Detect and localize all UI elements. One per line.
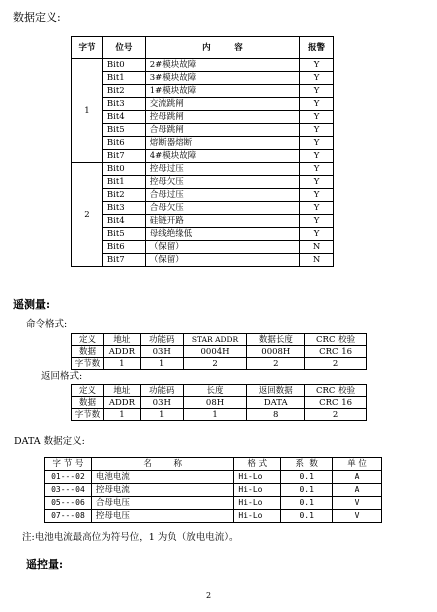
bit-cell: Bit6 <box>102 241 145 254</box>
table-row <box>72 334 367 346</box>
alarm-cell: Y <box>300 98 334 111</box>
cell: 03---04 <box>45 484 92 497</box>
alarm-bit-table <box>71 36 334 267</box>
cell: 地址 <box>103 334 140 346</box>
alarm-cell: Y <box>300 202 334 215</box>
table-row <box>72 189 334 202</box>
command-format-table <box>71 333 367 370</box>
header-content: 内 容 <box>145 37 299 59</box>
cell: 返回数据 <box>247 385 305 397</box>
alarm-cell: Y <box>300 85 334 98</box>
content-cell: 硅链开路 <box>145 215 299 228</box>
cell: 1 <box>103 409 140 421</box>
cell: 合母电压 <box>91 497 233 510</box>
table-row <box>45 510 382 523</box>
cell: 1 <box>140 409 183 421</box>
alarm-cell: N <box>300 241 334 254</box>
alarm-cell: Y <box>300 163 334 176</box>
header-unit: 单 位 <box>333 458 382 471</box>
data-definition-table <box>44 457 382 523</box>
content-cell: 合母欠压 <box>145 202 299 215</box>
page-number: 2 <box>206 591 212 600</box>
cell: V <box>333 497 382 510</box>
cell: 03H <box>140 397 183 409</box>
cell: 字节数 <box>72 409 104 421</box>
cell: CRC 16 <box>305 397 367 409</box>
content-cell: 控母过压 <box>145 163 299 176</box>
data-definition-label: DATA 数据定义: <box>14 436 85 447</box>
header-bit: 位号 <box>102 37 145 59</box>
byte-cell: 2 <box>72 163 103 267</box>
bit-cell: Bit0 <box>102 59 145 72</box>
cell: ADDR <box>103 346 140 358</box>
cell: 8 <box>247 409 305 421</box>
cell: 2 <box>305 358 367 370</box>
table-row <box>72 358 367 370</box>
data-table-header-row <box>45 458 382 471</box>
table-row <box>72 409 367 421</box>
header-format: 格 式 <box>234 458 281 471</box>
cell: 01---02 <box>45 471 92 484</box>
command-format-label: 命令格式: <box>26 319 68 330</box>
cell: ADDR <box>103 397 140 409</box>
cell: 1 <box>103 358 140 370</box>
table-row <box>72 72 334 85</box>
cell: 地址 <box>103 385 140 397</box>
cell: CRC 16 <box>305 346 367 358</box>
bit-cell: Bit7 <box>102 254 145 267</box>
header-byte-no: 字 节 号 <box>45 458 92 471</box>
table-row <box>72 137 334 150</box>
table-row <box>45 497 382 510</box>
cell: 0.1 <box>281 484 333 497</box>
cell: DATA <box>247 397 305 409</box>
alarm-cell: Y <box>300 189 334 202</box>
bit-cell: Bit4 <box>102 215 145 228</box>
table-row <box>45 484 382 497</box>
battery-current-note: 注:电池电流最高位为符号位，1 为负（放电电流）。 <box>22 532 239 543</box>
alarm-cell: Y <box>300 59 334 72</box>
content-cell: 交流跳闸 <box>145 98 299 111</box>
cell: 2 <box>305 409 367 421</box>
alarm-cell: Y <box>300 228 334 241</box>
cell: 电池电流 <box>91 471 233 484</box>
content-cell: 合母过压 <box>145 189 299 202</box>
cell: 2 <box>247 358 305 370</box>
bit-cell: Bit0 <box>102 163 145 176</box>
alarm-cell: Y <box>300 72 334 85</box>
bit-cell: Bit5 <box>102 228 145 241</box>
table-row <box>72 85 334 98</box>
cell: A <box>333 484 382 497</box>
byte-cell: 1 <box>72 59 103 163</box>
content-cell: 控母欠压 <box>145 176 299 189</box>
bit-cell: Bit3 <box>102 98 145 111</box>
alarm-cell: Y <box>300 150 334 163</box>
cell: 数据 <box>72 346 104 358</box>
cell: 1 <box>140 358 183 370</box>
cell: Hi-Lo <box>234 497 281 510</box>
content-cell: 3#模块故障 <box>145 72 299 85</box>
content-cell: 4#模块故障 <box>145 150 299 163</box>
cell: 0.1 <box>281 510 333 523</box>
table-row <box>72 254 334 267</box>
cell: 功能码 <box>140 334 183 346</box>
return-format-label: 返回格式: <box>41 371 83 382</box>
table-row <box>72 215 334 228</box>
table-row <box>72 150 334 163</box>
table-row <box>45 471 382 484</box>
cell: 2 <box>183 358 247 370</box>
cell: 1 <box>183 409 247 421</box>
bit-cell: Bit4 <box>102 111 145 124</box>
section-title-data-definition: 数据定义: <box>13 11 61 24</box>
cell: 03H <box>140 346 183 358</box>
section-title-remote-control: 遥控量: <box>26 558 64 571</box>
content-cell: 母线绝缘低 <box>145 228 299 241</box>
cell: 0.1 <box>281 497 333 510</box>
bit-cell: Bit1 <box>102 176 145 189</box>
content-cell: 合母跳闸 <box>145 124 299 137</box>
table-row <box>72 163 334 176</box>
return-format-table <box>71 384 367 421</box>
cell: CRC 校验 <box>305 334 367 346</box>
bit-cell: Bit3 <box>102 202 145 215</box>
content-cell: 1#模块故障 <box>145 85 299 98</box>
cell: 07---08 <box>45 510 92 523</box>
table-row <box>72 397 367 409</box>
table-row <box>72 241 334 254</box>
cell: V <box>333 510 382 523</box>
cell: 控母电压 <box>91 510 233 523</box>
cell: STAR ADDR <box>183 334 247 346</box>
table-row <box>72 111 334 124</box>
table-row <box>72 98 334 111</box>
bit-cell: Bit2 <box>102 85 145 98</box>
alarm-cell: Y <box>300 137 334 150</box>
header-name: 名 称 <box>91 458 233 471</box>
cell: Hi-Lo <box>234 484 281 497</box>
cell: 05---06 <box>45 497 92 510</box>
cell: 功能码 <box>140 385 183 397</box>
cell: 控母电流 <box>91 484 233 497</box>
header-byte: 字节 <box>72 37 103 59</box>
table-row <box>72 202 334 215</box>
content-cell: （保留） <box>145 241 299 254</box>
table-row <box>72 228 334 241</box>
alarm-cell: Y <box>300 176 334 189</box>
cell: 长度 <box>183 385 247 397</box>
table-row <box>72 385 367 397</box>
cell: 数据长度 <box>247 334 305 346</box>
table-row <box>72 124 334 137</box>
alarm-cell: Y <box>300 215 334 228</box>
table-row <box>72 346 367 358</box>
bit-cell: Bit6 <box>102 137 145 150</box>
cell: CRC 校验 <box>305 385 367 397</box>
cell: 0.1 <box>281 471 333 484</box>
table-row <box>72 59 334 72</box>
cell: 08H <box>183 397 247 409</box>
bit-cell: Bit1 <box>102 72 145 85</box>
cell: 定义 <box>72 334 104 346</box>
table-row <box>72 176 334 189</box>
section-title-telemetry: 遥测量: <box>13 298 51 311</box>
bit-cell: Bit2 <box>102 189 145 202</box>
alarm-cell: Y <box>300 124 334 137</box>
content-cell: （保留） <box>145 254 299 267</box>
header-coefficient: 系 数 <box>281 458 333 471</box>
cell: 0004H <box>183 346 247 358</box>
header-alarm: 报警 <box>300 37 334 59</box>
bit-cell: Bit7 <box>102 150 145 163</box>
content-cell: 2#模块故障 <box>145 59 299 72</box>
content-cell: 熔断器熔断 <box>145 137 299 150</box>
cell: Hi-Lo <box>234 471 281 484</box>
alarm-cell: Y <box>300 111 334 124</box>
cell: A <box>333 471 382 484</box>
cell: 字节数 <box>72 358 104 370</box>
cell: 定义 <box>72 385 104 397</box>
cell: 数据 <box>72 397 104 409</box>
content-cell: 控母跳闸 <box>145 111 299 124</box>
cell: Hi-Lo <box>234 510 281 523</box>
cell: 0008H <box>247 346 305 358</box>
bit-cell: Bit5 <box>102 124 145 137</box>
alarm-cell: N <box>300 254 334 267</box>
alarm-table-header-row <box>72 37 334 59</box>
